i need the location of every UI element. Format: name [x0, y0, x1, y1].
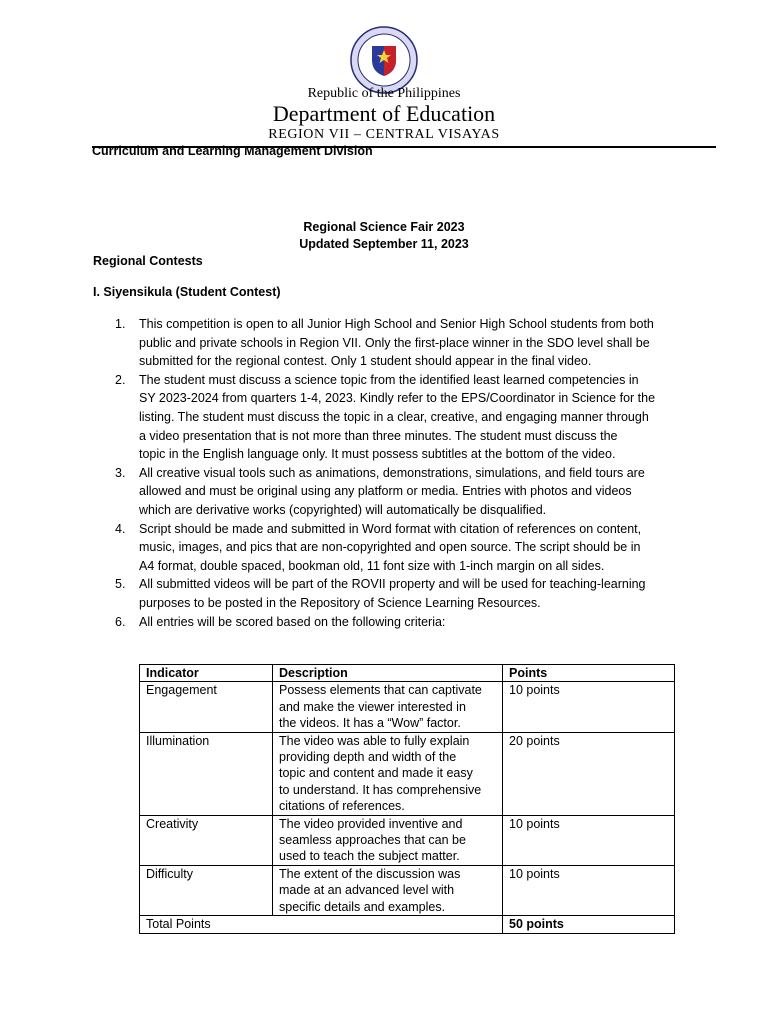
rule-text-line: submitted for the regional contest. Only 1 student should appear in the final video.: [139, 354, 592, 369]
rule-text-line: topic in the English language only. It must possess subtitles at the bottom of the video.: [139, 447, 616, 462]
description-line: The video was able to fully explain: [279, 733, 470, 748]
rule-item: [115, 613, 684, 632]
description-line: the videos. It has a “Wow” factor.: [279, 716, 461, 731]
rule-text-line: listing. The student must discuss the topic in a clear, creative, and engaging manner through: [139, 409, 649, 424]
rule-text-line: All creative visual tools such as animations, demonstrations, simulations, and field tours are: [139, 465, 645, 480]
rule-text-line: A4 format, double spaced, bookman old, 11 font size with 1-inch margin on all sides.: [139, 558, 605, 573]
points-cell: 10 points: [503, 865, 675, 915]
description-cell: [273, 732, 503, 815]
criteria-row: [140, 815, 675, 865]
description-cell: [273, 865, 503, 915]
rule-item: [115, 315, 684, 371]
description-cell: [273, 682, 503, 732]
rule-text-line: a video presentation that is not more than three minutes. The student must discuss the: [139, 428, 618, 443]
rule-text-line: purposes to be posted in the Repository of Science Learning Resources.: [139, 595, 541, 610]
rule-item: [115, 520, 684, 576]
points-cell: 20 points: [503, 732, 675, 815]
description-line: used to teach the subject matter.: [279, 849, 460, 864]
division-name: Curriculum and Learning Management Division: [92, 144, 373, 158]
indicator-cell: Illumination: [140, 732, 273, 815]
criteria-header-row: [140, 665, 675, 682]
points-cell: 10 points: [503, 682, 675, 732]
description-line: The video provided inventive and: [279, 816, 463, 831]
rules-list: [115, 315, 684, 631]
rule-text-line: allowed and must be original using any platform or media. Entries with photos and videos: [139, 484, 632, 499]
rule-text-line: Script should be made and submitted in Word format with citation of references on content,: [139, 521, 642, 536]
rule-text-line: public and private schools in Region VII. Only the first-place winner in the SDO level shall be: [139, 335, 650, 350]
criteria-row: [140, 865, 675, 915]
total-points: 50 points: [503, 916, 675, 933]
description-cell: [273, 815, 503, 865]
rule-text-line: The student must discuss a science topic from the identified least learned competencies in: [139, 372, 639, 387]
rule-number: 2.: [115, 372, 126, 387]
description-line: topic and content and made it easy: [279, 766, 473, 781]
description-line: citations of references.: [279, 799, 405, 814]
document-updated-date: Updated September 11, 2023: [299, 237, 469, 251]
rule-number: 1.: [115, 317, 126, 331]
section-heading: Regional Contests: [93, 254, 203, 268]
description-line: and make the viewer interested in: [279, 699, 466, 714]
description-line: providing depth and width of the: [279, 750, 457, 765]
description-line: to understand. It has comprehensive: [279, 782, 482, 797]
description-line: The extent of the discussion was: [279, 866, 461, 881]
rule-number: 6.: [115, 614, 126, 629]
indicator-cell: Difficulty: [140, 865, 273, 915]
rule-text-line: All submitted videos will be part of the ROVII property and will be used for teaching-learning: [139, 577, 646, 592]
department-heading: Department of Education: [272, 101, 496, 126]
rule-number: 5.: [115, 577, 126, 592]
header-description: Description: [273, 665, 503, 682]
deped-seal-logo: [350, 26, 418, 94]
points-cell: 10 points: [503, 815, 675, 865]
rule-text-line: SY 2023-2024 from quarters 1-4, 2023. Kindly refer to the EPS/Coordinator in Science for the: [139, 391, 656, 406]
indicator-cell: Engagement: [140, 682, 273, 732]
header-indicator: Indicator: [140, 665, 273, 682]
description-line: made at an advanced level with: [279, 883, 455, 898]
description-line: Possess elements that can captivate: [279, 683, 482, 698]
rule-item: [115, 575, 684, 612]
document-title: Regional Science Fair 2023: [303, 220, 465, 234]
rule-number: 3.: [115, 465, 126, 480]
rule-text-line: music, images, and pics that are non-copyrighted and open source. The script should be in: [139, 540, 641, 555]
total-label: Total Points: [140, 916, 503, 933]
header-points: Points: [503, 665, 675, 682]
republic-heading: Republic of the Philippines: [307, 86, 461, 101]
criteria-row: [140, 682, 675, 732]
rule-item: [115, 371, 684, 464]
criteria-row: [140, 732, 675, 815]
rule-item: [115, 464, 684, 520]
indicator-cell: Creativity: [140, 815, 273, 865]
total-row: [140, 916, 675, 933]
region-heading: REGION VII – CENTRAL VISAYAS: [268, 127, 500, 142]
criteria-table: [139, 664, 675, 934]
rule-text-line: This competition is open to all Junior High School and Senior High School students from both: [139, 317, 654, 331]
description-line: specific details and examples.: [279, 899, 446, 914]
rule-text-line: All entries will be scored based on the following criteria:: [139, 614, 446, 629]
description-line: seamless approaches that can be: [279, 833, 466, 848]
rule-text-line: which are derivative works (copyrighted) will automatically be disqualified.: [139, 502, 547, 517]
contest-heading: I. Siyensikula (Student Contest): [93, 285, 281, 299]
rule-number: 4.: [115, 521, 126, 536]
